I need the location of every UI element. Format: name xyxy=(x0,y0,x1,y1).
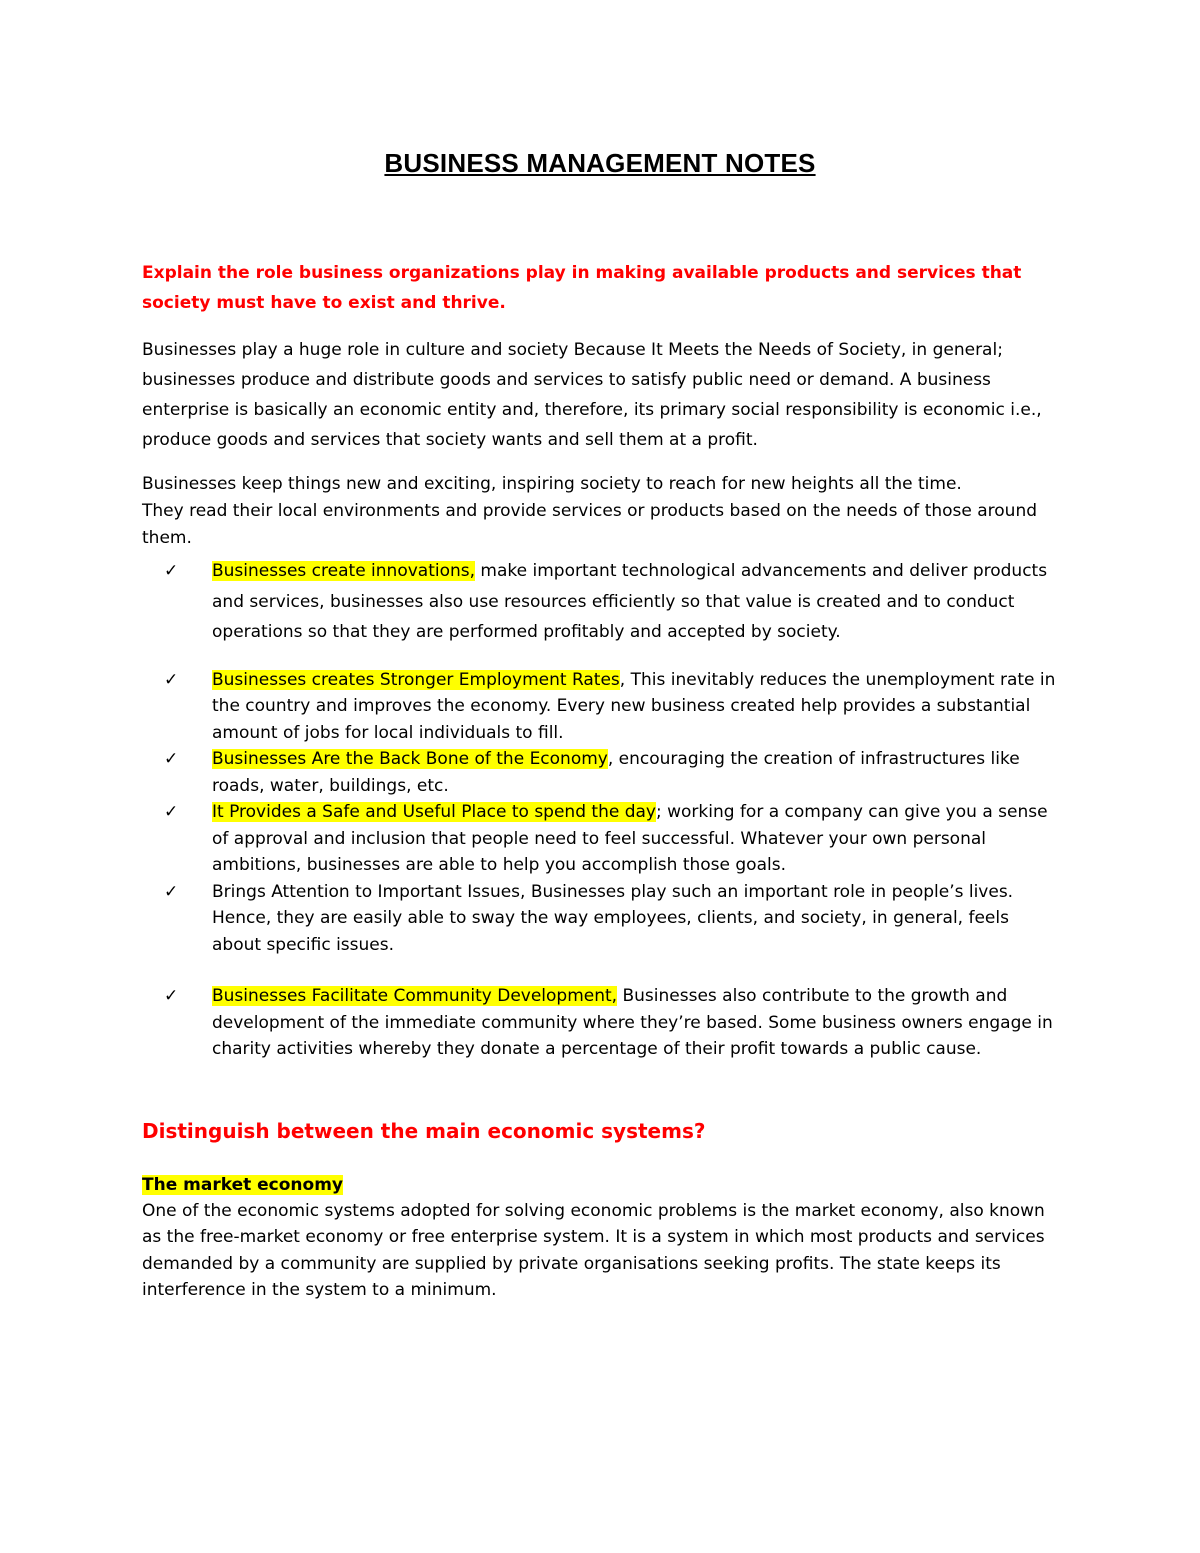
check-mark-icon: ✓ xyxy=(164,749,179,769)
highlighted-heading: The market economy xyxy=(142,1174,344,1195)
paragraph-intro: Businesses play a huge role in culture and society Because It Meets the Needs of Society, in general; businesses produce and distribute goods and services to satisfy public need or demand. A business enterprise is basically an economic entity and, therefore, its primary social responsibility is economic i.e., produce goods and services that society wants and sell them at a profit. xyxy=(142,340,1042,450)
highlighted-text: Businesses create innovations, xyxy=(212,561,476,581)
highlighted-text: Businesses Facilitate Community Development, xyxy=(212,986,618,1006)
list-item xyxy=(164,799,1060,879)
check-mark-icon: ✓ xyxy=(164,881,179,902)
list-item-text: Brings Attention to Important Issues, Businesses play such an important role in people’s lives. Hence, they are easily able to sway the way employees, clients, and society, in general, feels about specific issues. xyxy=(212,881,1014,955)
list-item xyxy=(164,983,1060,1063)
document-content xyxy=(142,258,1060,1304)
subheading-market-economy xyxy=(142,1172,1060,1198)
list-item-text: ; working for a company can give you a sense of approval and inclusion that people need to feel successful. Whatever your own personal ambitions, businesses are able to help you accomplish those goals. xyxy=(212,802,1048,875)
list-item xyxy=(164,879,1060,959)
document-title: BUSINESS MANAGEMENT NOTES xyxy=(384,148,816,178)
highlighted-text: Businesses creates Stronger Employment Rates xyxy=(212,669,620,690)
question-heading: Explain the role business organizations play in making available products and services that society must have to exist and thrive. xyxy=(142,263,1022,313)
list-item xyxy=(164,556,1060,648)
checklist xyxy=(142,556,1060,1063)
section-heading-economic-systems: Distinguish between the main economic systems? xyxy=(142,1118,706,1143)
paragraph-market-economy: One of the economic systems adopted for solving economic problems is the market economy, also known as the free-market economy or free enterprise system. It is a system in which most products and services demanded by a community are supplied by private organisations seeking profits. The state keeps its interference in the system to a minimum. xyxy=(142,1200,1045,1300)
paragraph-environment: They read their local environments and provide services or products based on the needs of those around them. xyxy=(142,501,1038,548)
list-item-text: , encouraging the creation of infrastructures like roads, water, buildings, etc. xyxy=(212,749,1020,796)
check-mark-icon: ✓ xyxy=(164,986,179,1006)
highlighted-text: It Provides a Safe and Useful Place to spend the day xyxy=(212,802,656,822)
paragraph-innovation: Businesses keep things new and exciting, inspiring society to reach for new heights all the time. xyxy=(142,474,962,494)
list-item xyxy=(164,746,1060,799)
list-item-text: Businesses also contribute to the growth and development of the immediate community where they’re based. Some business owners engage in charity activities whereby they donate a percentage of their profit towards a public cause. xyxy=(212,986,1053,1059)
list-item-text: make important technological advancements and deliver products and services, businesses also use resources efficiently so that value is created and to conduct operations so that they are performed profitably and accepted by society. xyxy=(212,561,1048,642)
highlighted-text: Businesses Are the Back Bone of the Economy xyxy=(212,749,608,769)
list-item-text: , This inevitably reduces the unemployment rate in the country and improves the economy. Every new business created help provides a substantial amount of jobs for local individuals to fill. xyxy=(212,669,1056,743)
check-mark-icon: ✓ xyxy=(164,561,179,581)
list-item xyxy=(164,667,1060,747)
check-mark-icon: ✓ xyxy=(164,669,179,690)
check-mark-icon: ✓ xyxy=(164,802,179,822)
